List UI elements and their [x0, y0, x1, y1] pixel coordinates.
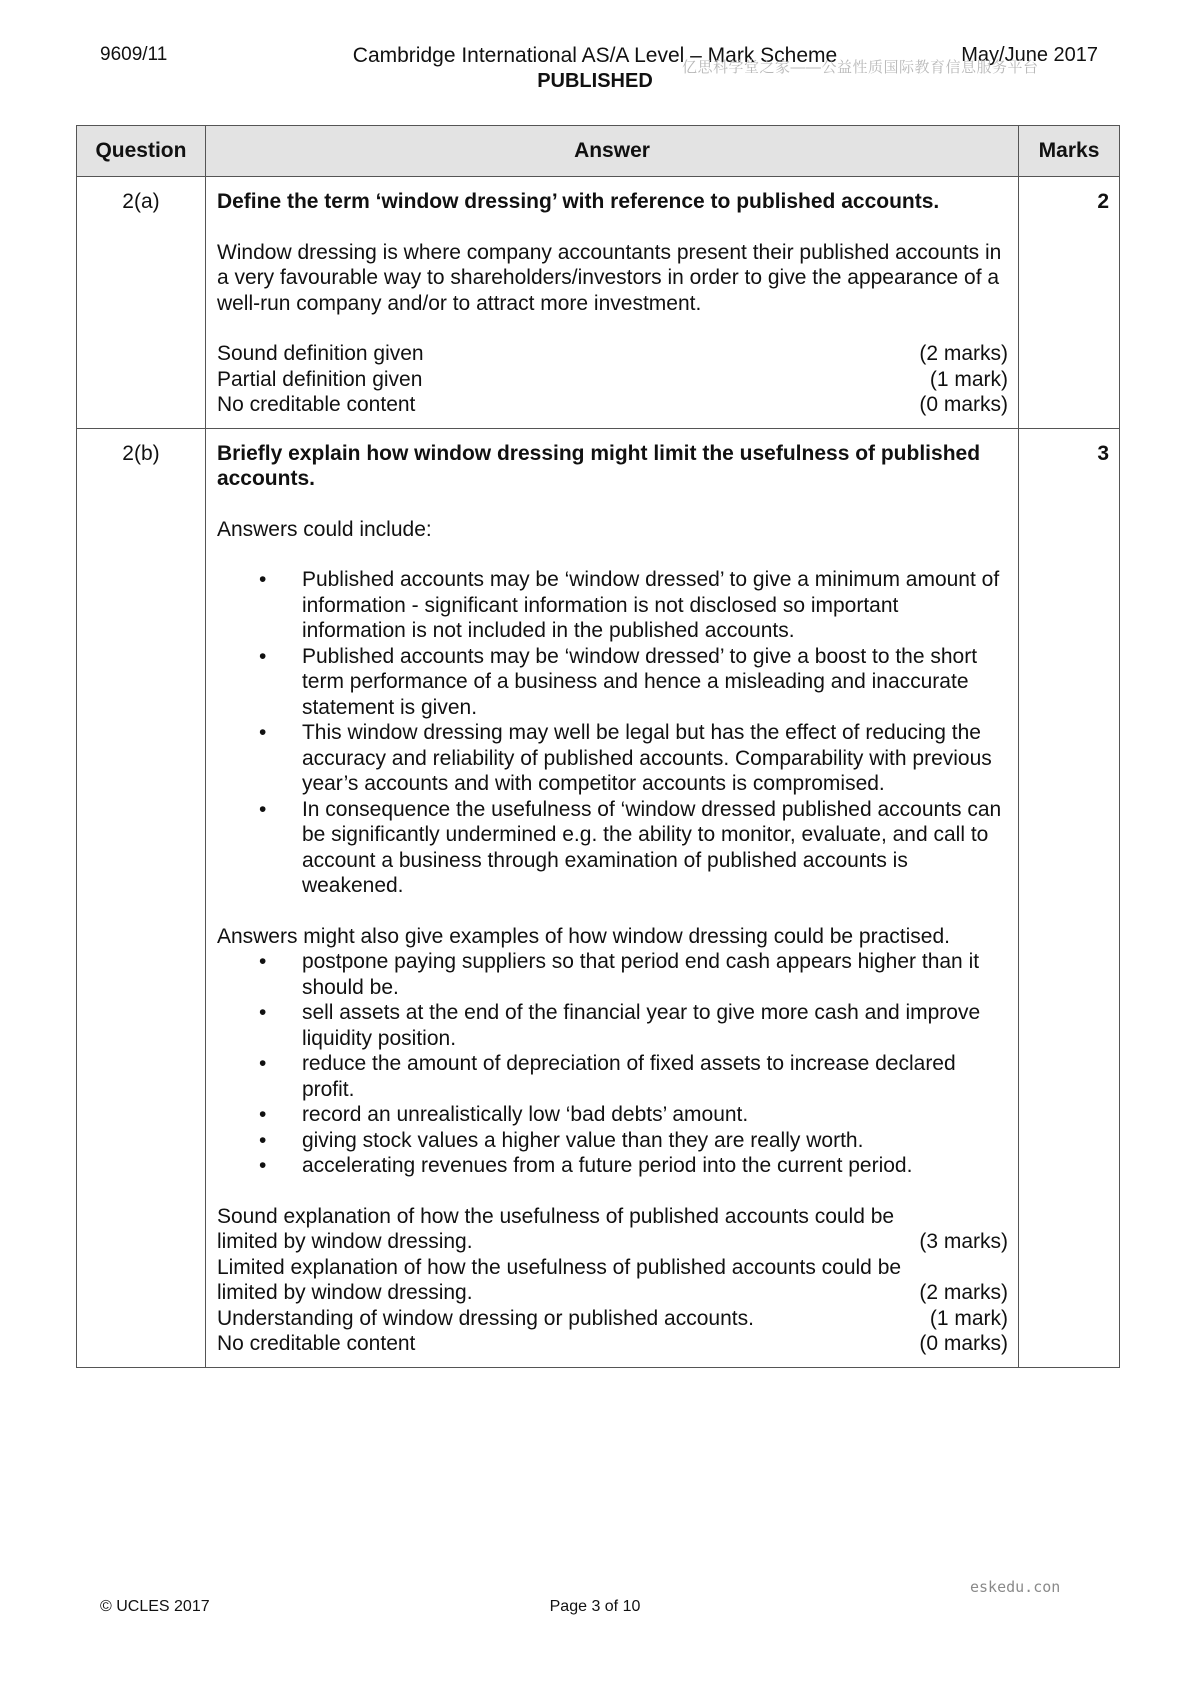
list-item: • This window dressing may well be legal but has the effect of reducing the accuracy and reliability of published accounts. Comparability with previous year’s accounts and with competitor accounts is compromised.	[217, 720, 1008, 797]
mark-level	[217, 1331, 1008, 1357]
copyright: © UCLES 2017	[100, 1598, 210, 1615]
list-item: • Published accounts may be ‘window dressed’ to give a minimum amount of information - significant information is not disclosed so important information is not included in the published accounts.	[217, 567, 1008, 644]
page-number: Page 3 of 10	[549, 1598, 641, 1615]
level-marks: (0 marks)	[919, 393, 1009, 416]
mark-level	[217, 392, 1008, 418]
mark-level	[217, 1229, 1008, 1255]
list-item: • record an unrealistically low ‘bad debts’ amount.	[217, 1102, 1008, 1128]
column-header-marks: Marks	[1019, 126, 1120, 177]
definition-text: Window dressing is where company accountants present their published accounts in a very favourable way to shareholders/investors in order to give the appearance of a well-run company and/or to attract more investment.	[216, 240, 1002, 315]
examples-intro: Answers might also give examples of how window dressing could be practised.	[216, 924, 950, 948]
level-descriptor: Understanding of window dressing or published accounts.	[216, 1306, 754, 1330]
answer-points	[217, 567, 1008, 899]
mark-level	[217, 367, 1008, 393]
list-item: • giving stock values a higher value than they are really worth.	[217, 1128, 1008, 1154]
list-item: • postpone paying suppliers so that period end cash appears higher than it should be.	[217, 949, 1008, 1000]
exam-session: May/June 2017	[961, 44, 1098, 66]
total-marks: 2	[1019, 177, 1120, 429]
column-header-answer: Answer	[205, 126, 1018, 177]
level-descriptor: limited by window dressing.	[216, 1281, 473, 1304]
level-marks: (0 marks)	[919, 1332, 1009, 1355]
level-descriptor: Sound explanation of how the usefulness of published accounts could be	[216, 1204, 895, 1228]
list-item: • sell assets at the end of the financial year to give more cash and improve liquidity position.	[217, 1000, 1008, 1051]
list-item: • Published accounts may be ‘window dressed’ to give a boost to the short term performance of a business and hence a misleading and inaccurate statement is given.	[217, 644, 1008, 721]
level-descriptor: Partial definition given	[216, 367, 423, 391]
mark-level	[217, 1280, 1008, 1306]
level-descriptor: Limited explanation of how the usefulness of published accounts could be	[216, 1255, 902, 1279]
table-row	[77, 177, 1120, 429]
question-prompt: Define the term ‘window dressing’ with reference to published accounts.	[216, 190, 940, 213]
level-marks: (2 marks)	[919, 342, 1009, 365]
answers-intro: Answers could include:	[216, 517, 432, 541]
question-prompt: Briefly explain how window dressing might limit the usefulness of published accounts.	[216, 441, 981, 490]
level-marks: (1 mark)	[929, 367, 1009, 391]
site-watermark: eskedu.con	[970, 1578, 1061, 1596]
level-marks: (2 marks)	[919, 1281, 1009, 1304]
paper-code: 9609/11	[100, 44, 168, 65]
mark-levels	[217, 341, 1008, 418]
column-header-question: Question	[77, 126, 206, 177]
document-title: Cambridge International AS/A Level – Mark Scheme	[352, 44, 838, 67]
answer-cell	[205, 428, 1018, 1367]
list-item: • reduce the amount of depreciation of fixed assets to increase declared profit.	[217, 1051, 1008, 1102]
mark-scheme-table	[76, 125, 1120, 1368]
published-label: PUBLISHED	[537, 70, 653, 92]
level-descriptor: Sound definition given	[216, 342, 424, 365]
mark-level	[217, 341, 1008, 367]
total-marks: 3	[1019, 428, 1120, 1367]
example-points	[217, 949, 1008, 1179]
answer-cell	[205, 177, 1018, 429]
watermark: 亿思科学堂之家——公益性质国际教育信息服务平台	[682, 59, 1039, 76]
level-marks: (1 mark)	[929, 1306, 1009, 1330]
mark-levels	[217, 1204, 1008, 1357]
list-item: • In consequence the usefulness of ‘window dressed published accounts can be significantly undermined e.g. the ability to monitor, evaluate, and call to account a business through examination of published accounts is weakened.	[217, 797, 1008, 899]
list-item: • accelerating revenues from a future period into the current period.	[217, 1153, 1008, 1179]
table-header-row	[77, 126, 1120, 177]
mark-level	[217, 1306, 1008, 1332]
level-marks: (3 marks)	[919, 1230, 1009, 1253]
table-row	[77, 428, 1120, 1367]
level-descriptor: limited by window dressing.	[216, 1230, 473, 1253]
level-descriptor: No creditable content	[216, 1332, 416, 1355]
question-number: 2(a)	[77, 177, 206, 429]
question-number: 2(b)	[77, 428, 206, 1367]
level-descriptor: No creditable content	[216, 393, 416, 416]
